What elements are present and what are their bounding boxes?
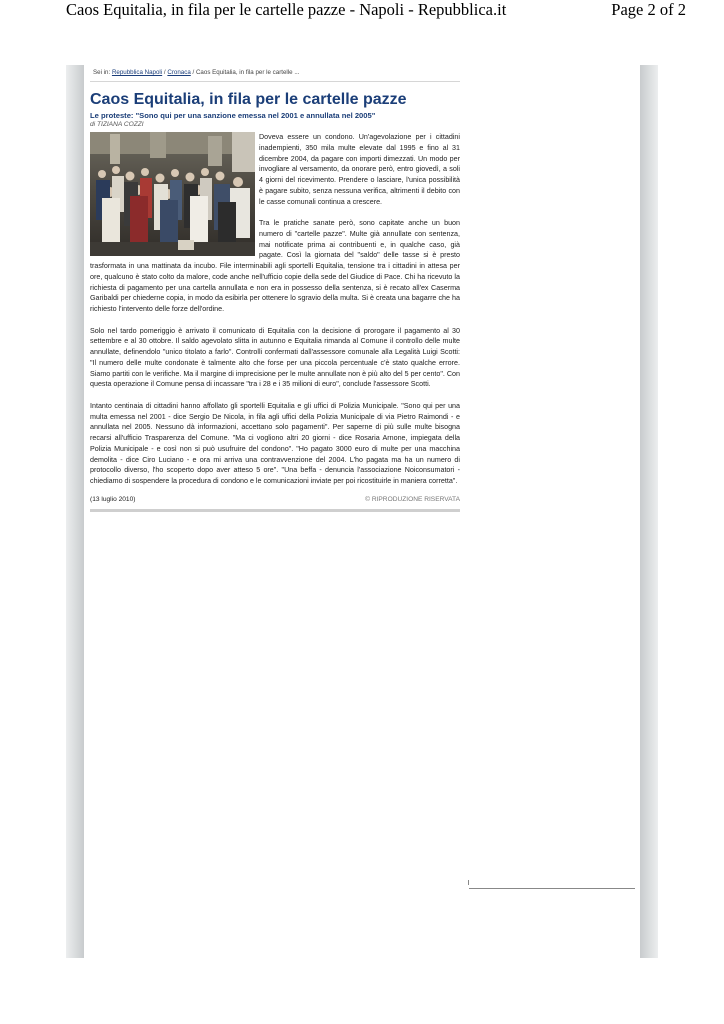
paragraph: Solo nel tardo pomeriggio è arrivato il comunicato di Equitalia con la decisione di prorogare il pagamento al 30 settembre e al 30 ottobre. Il saldo agevolato slitta in autunno e Equitalia rimanda al Comune il controllo delle multe annullate, definendolo "unico titolato a farlo". Controlli confermati dall'assessore comunale alla Legalità Luigi Scotti: "Il numero delle multe condonate è talmente alto che forse per una piccola percentuale c'è stato qualche errore. Siamo partiti con le verifiche. Ma il margine di imprecisione per le multe annullate non è più alto del 5 per cento". Con questa operazione il Comune pensa di incassare "tra i 28 e i 35 milioni di euro", conclude l'assessore Scotti.	[90, 326, 460, 389]
article-body	[90, 132, 460, 487]
paragraph: Tra le pratiche sanate però, sono capitate anche un buon numero di "cartelle pazze". Multe già annullate con sentenza, mai notificate prima ai contribuenti e, in qualche caso, già pagate. Così la giornata del "saldo" delle tasse si è presto trasformata in una mattinata da incubo. File interminabili agli sportelli Equitalia, tensione tra i cittadini in attesa per ore, qualcuno è stato colto da malore, code anche nell'ufficio copie della sede del Giudice di Pace. Chi ha ricevuto la richiesta di pagamento per una cartella annullata e non era in possesso della sentenza, si è recato all'ex Caserma Garibaldi per chiederne copia, in modo da esibirla per ottenere lo sgravio della multa. Si è creata una bagarre che ha richiesto l'intervento delle forze dell'ordine.	[90, 219, 460, 313]
paragraph: Doveva essere un condono. Un'agevolazione per i cittadini inadempienti, 350 mila multe elevate dal 1995 e fino al 31 dicembre 2004, da pagare con importi dimezzati. Un modo per invogliare al versamento, da onorare però, entro giovedì, a soli 4 giorni del ricevimento. Prendere o lasciare, l'unica possibilità è pagare subito, senza nessuna verifica, altrimenti il debito con le casse comunali continua a crescere.	[259, 133, 460, 206]
print-header	[0, 0, 724, 22]
article	[90, 65, 460, 512]
print-title: Caos Equitalia, in fila per le cartelle pazze - Napoli - Repubblica.it	[66, 0, 507, 19]
frame-shadow-left	[66, 65, 84, 958]
breadcrumb-link-repubblica-napoli[interactable]: Repubblica Napoli	[111, 69, 163, 76]
article-subhead: Le proteste: "Sono qui per una sanzione emessa nel 2001 e annullata nel 2005"	[90, 111, 376, 120]
article-byline: di TIZIANA COZZI	[90, 121, 144, 128]
frame-shadow-right	[640, 65, 658, 958]
paragraph: Intanto centinaia di cittadini hanno affollato gli sportelli Equitalia e gli uffici di Polizia Municipale. "Sono qui per una multa emessa nel 2001 - dice Sergio De Nicola, in fila agli uffici della Polizia Municipale di via Pietro Raimondi - e annullata nel 2005. Nessuno dà informazioni, accettano solo pagamenti". Per saperne di più sulle multe bisogna recarsi all'ufficio Trasparenza del Comune. "Ma ci vogliono altri 20 giorni - dice Rosaria Arnone, impiegata della Polizia Municipale - e così non si può usufruire del condono". "Ho pagato 3000 euro di multe per una macchina demolita - dice Ciro Luciano - e ora mi arriva una contravvenzione del 2004. L'ho pagata ma ha un numero di protocollo diverso, l'ho scoperto dopo aver atteso 5 ore". "Una beffa - denuncia l'associazione Noiconsumatori - chiediamo di sospendere la procedura di condono e le comunicazioni inviate per poi ricostituirle in maniera corretta".	[90, 401, 460, 485]
article-photo	[90, 132, 255, 256]
article-headline: Caos Equitalia, in fila per le cartelle pazze	[90, 91, 407, 108]
article-footer	[90, 496, 460, 512]
breadcrumb-separator: /	[163, 69, 166, 76]
content-area	[84, 65, 640, 958]
copyright-notice: © RIPRODUZIONE RISERVATA	[365, 495, 460, 503]
breadcrumb	[90, 65, 460, 82]
page-number: Page 2 of 2	[611, 0, 686, 19]
breadcrumb-prefix: Sei in:	[93, 69, 111, 76]
breadcrumb-separator: /	[192, 69, 195, 76]
sidebar-tick	[468, 880, 469, 885]
sidebar-rule	[469, 888, 635, 889]
breadcrumb-link-cronaca[interactable]: Cronaca	[167, 69, 191, 76]
article-date: (13 luglio 2010)	[90, 495, 136, 503]
breadcrumb-current: Caos Equitalia, in fila per le cartelle ...	[195, 69, 300, 76]
